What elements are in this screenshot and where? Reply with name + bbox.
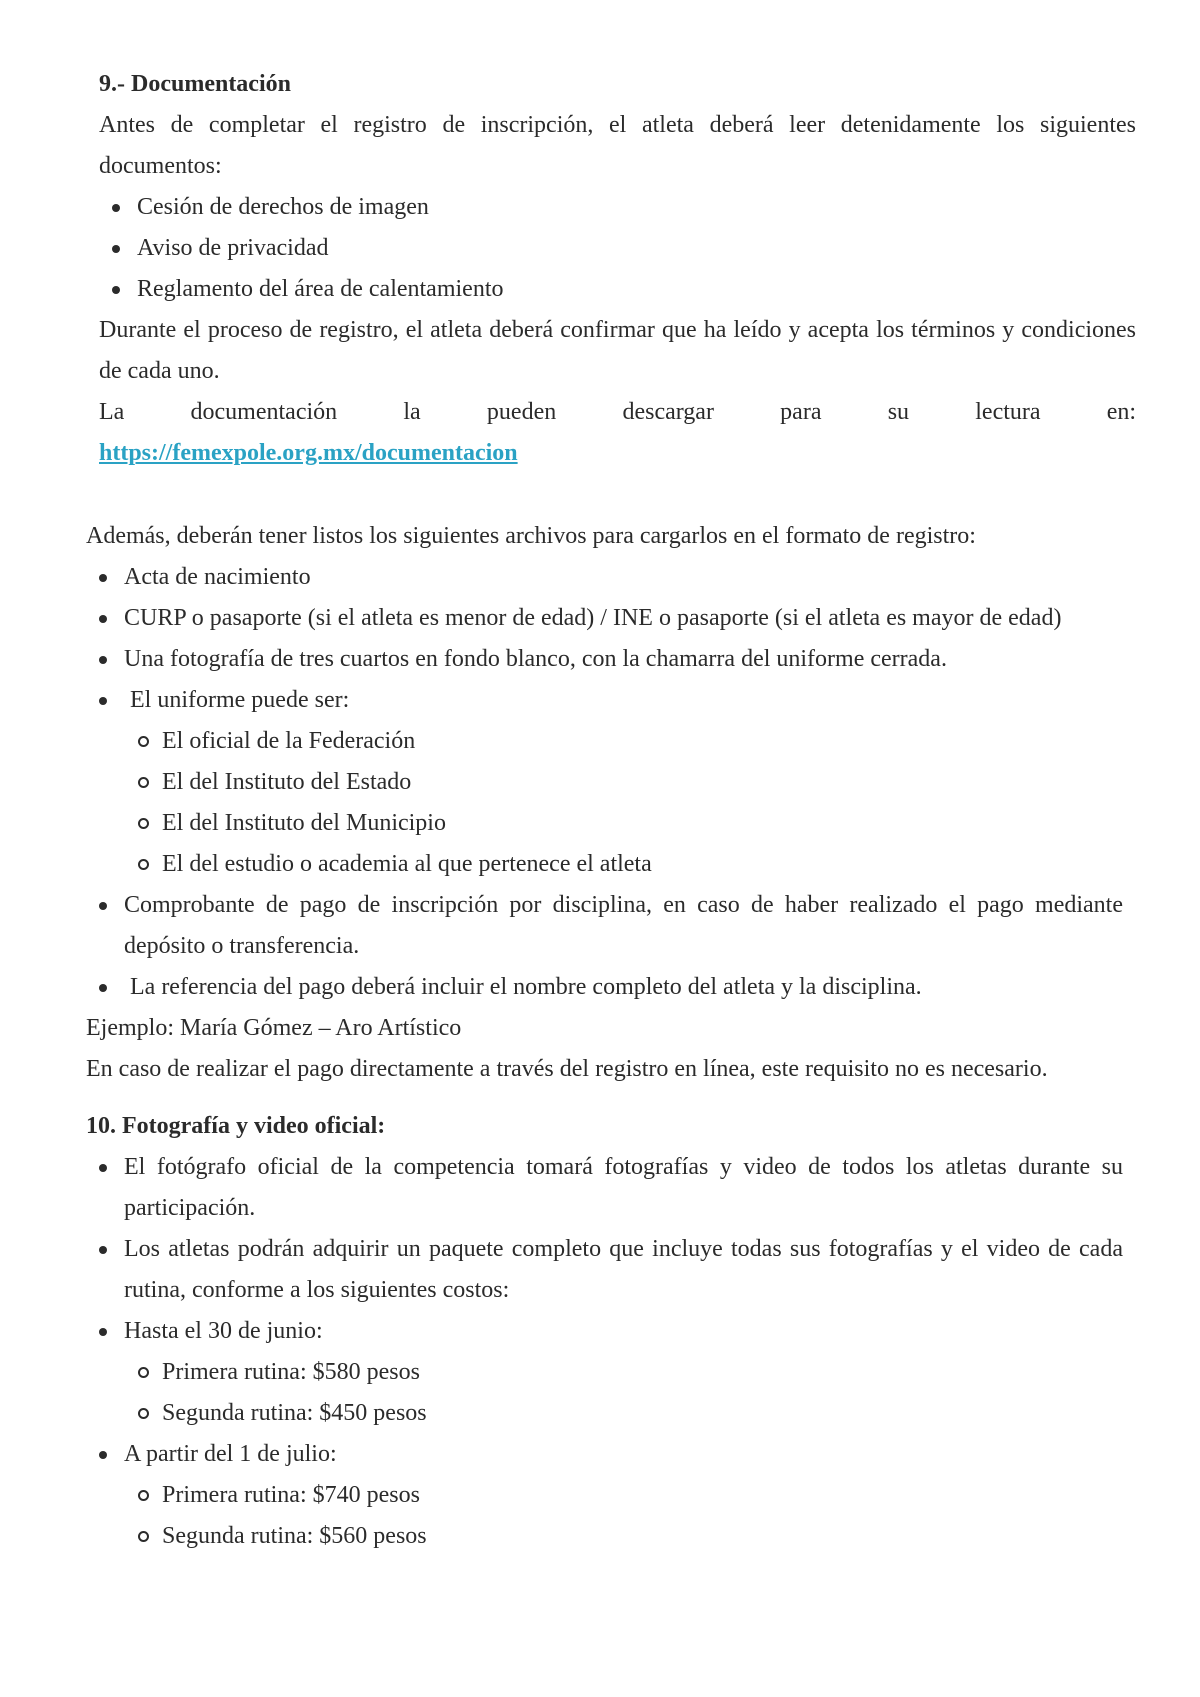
word: para	[780, 399, 822, 425]
list-item: El del Instituto del Municipio	[86, 803, 1123, 844]
list-item: Hasta el 30 de junio:	[86, 1311, 1123, 1352]
list-item	[86, 967, 1123, 1008]
list-item-label: La referencia del pago deberá incluir el nombre completo del atleta y la disciplina.	[124, 974, 922, 1000]
period-1-prices	[86, 1352, 1123, 1434]
documents-list	[99, 187, 1136, 310]
list-item: Una fotografía de tres cuartos en fondo blanco, con la chamarra del uniforme cerrada.	[86, 639, 1123, 680]
list-item: El fotógrafo oficial de la competencia tomará fotografías y video de todos los atletas durante su participación.	[86, 1147, 1123, 1229]
section-10-heading: 10. Fotografía y video oficial:	[86, 1113, 386, 1139]
uniform-options-list	[86, 721, 1123, 885]
list-item: Reglamento del área de calentamiento	[99, 269, 1136, 310]
list-item	[86, 680, 1123, 721]
photo-list	[86, 1147, 1123, 1352]
section-9-heading: 9.- Documentación	[99, 71, 291, 97]
word: documentación	[190, 399, 338, 425]
list-item: CURP o pasaporte (si el atleta es menor de edad) / INE o pasaporte (si el atleta es mayor de edad)	[86, 598, 1123, 639]
download-text	[99, 392, 1136, 433]
list-item: Comprobante de pago de inscripción por disciplina, en caso de haber realizado el pago mediante depósito o transferencia.	[86, 885, 1123, 967]
word: descargar	[622, 399, 714, 425]
word: pueden	[486, 399, 557, 425]
online-note: En caso de realizar el pago directamente a través del registro en línea, este requisito no es necesario.	[86, 1056, 1048, 1082]
files-intro: Además, deberán tener listos los siguientes archivos para cargarlos en el formato de registro:	[86, 523, 976, 549]
section-archivos	[86, 516, 1123, 1557]
documentation-link[interactable]: https://femexpole.org.mx/documentacion	[99, 440, 518, 466]
payment-list	[86, 885, 1123, 1008]
spacer	[86, 1090, 1123, 1106]
example-text: Ejemplo: María Gómez – Aro Artístico	[86, 1015, 462, 1041]
period-2-prices	[86, 1475, 1123, 1557]
files-list	[86, 557, 1123, 721]
list-item: Primera rutina: $580 pesos	[86, 1352, 1123, 1393]
list-item: El del estudio o academia al que pertenece el atleta	[86, 844, 1123, 885]
list-item: A partir del 1 de julio:	[86, 1434, 1123, 1475]
list-item-label: El uniforme puede ser:	[124, 687, 350, 713]
word: lectura	[975, 399, 1041, 425]
photo-list-2	[86, 1434, 1123, 1475]
list-item: El oficial de la Federación	[86, 721, 1123, 762]
word: La	[99, 399, 125, 425]
word: en:	[1106, 399, 1137, 425]
list-item: Segunda rutina: $560 pesos	[86, 1516, 1123, 1557]
word: la	[403, 399, 421, 425]
list-item: Los atletas podrán adquirir un paquete completo que incluye todas sus fotografías y el video de cada rutina, conforme a los siguientes costos:	[86, 1229, 1123, 1311]
list-item: Cesión de derechos de imagen	[99, 187, 1136, 228]
section-9-intro: Antes de completar el registro de inscripción, el atleta deberá leer detenidamente los siguientes documentos:	[99, 112, 1136, 179]
list-item: Primera rutina: $740 pesos	[86, 1475, 1123, 1516]
word: su	[887, 399, 910, 425]
list-item: Segunda rutina: $450 pesos	[86, 1393, 1123, 1434]
section-documentacion	[99, 64, 1136, 474]
confirm-text: Durante el proceso de registro, el atleta deberá confirmar que ha leído y acepta los términos y condiciones de cada uno.	[99, 317, 1136, 384]
list-item: Aviso de privacidad	[99, 228, 1136, 269]
list-item: El del Instituto del Estado	[86, 762, 1123, 803]
list-item: Acta de nacimiento	[86, 557, 1123, 598]
